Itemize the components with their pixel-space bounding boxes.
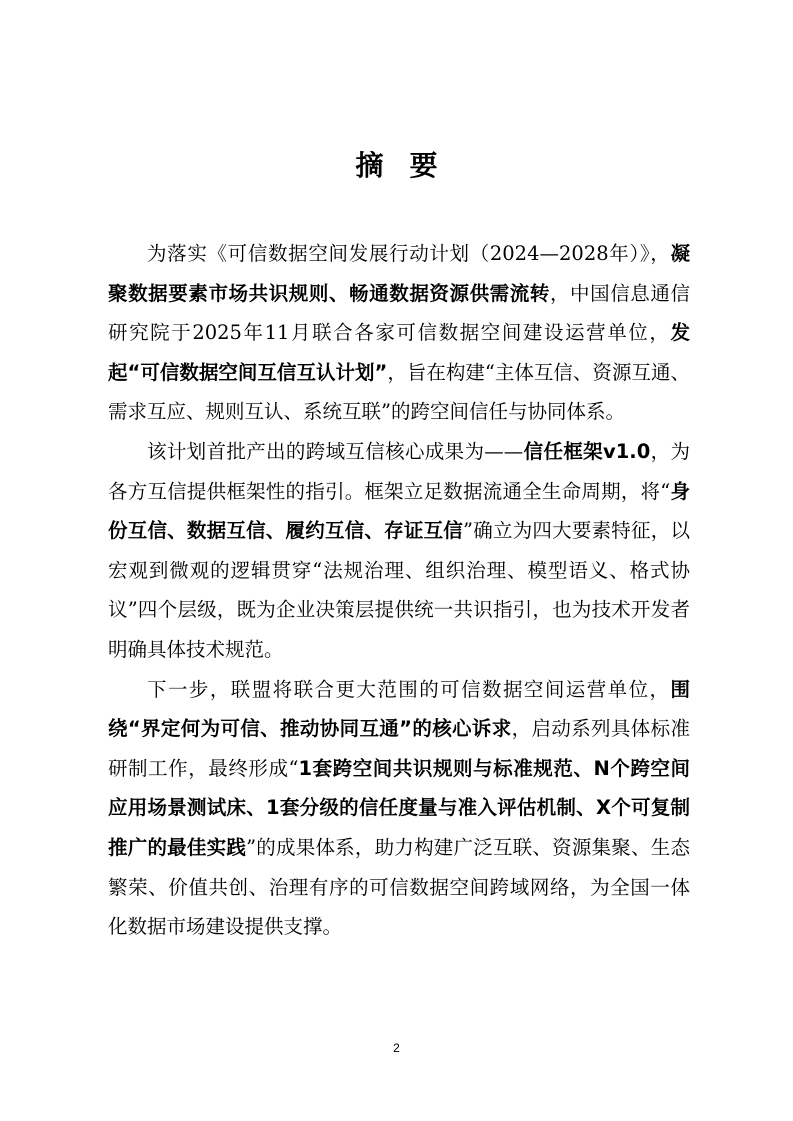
paragraph-1-run-5: ，旨在构建“主体互信、资源互通、需求互应、规则互认、系统互联”的跨空间信任与协同体系。 bbox=[108, 360, 690, 424]
paragraph-2-run-4: 身份互信、数据互信、履约互信、存证互信 bbox=[108, 479, 690, 543]
page-number: 2 bbox=[393, 1041, 400, 1055]
paragraph-3 bbox=[108, 670, 690, 947]
paragraph-3-run-3: ，启动系列具体标准研制工作，最终形成“ bbox=[108, 717, 690, 780]
paragraph-1 bbox=[108, 234, 690, 432]
paragraph-1-run-1: 为落实《可信数据空间发展行动计划（2024—2028年）》， bbox=[147, 242, 671, 265]
paragraph-1-run-2: 凝聚数据要素市场共识规则、畅通数据资源供需流转 bbox=[108, 242, 690, 305]
paragraph-1-run-4: 发起“可信数据空间互信互认计划” bbox=[108, 321, 690, 384]
paragraph-1-run-3: ，中国信息通信研究院于2025年11月联合各家可信数据空间建设运营单位， bbox=[108, 281, 690, 345]
abstract-body bbox=[108, 234, 690, 947]
paragraph-2-run-3: ，为各方互信提供框架性的指引。框架立足数据流通全生命周期，将“ bbox=[108, 439, 690, 503]
paragraph-2-run-5: ”确立为四大要素特征，以宏观到微观的逻辑贯穿“法规治理、组织治理、模型语义、格式协议”四个层级，既为企业决策层提供统一共识指引，也为技术开发者明确具体技术规范。 bbox=[108, 519, 690, 661]
paragraph-3-run-4: 1套跨空间共识规则与标准规范、N个跨空间应用场景测试床、1套分级的信任度量与准入评估机制、X个可复制推广的最佳实践 bbox=[108, 756, 690, 859]
paragraph-2-run-2: 信任框架v1.0 bbox=[523, 439, 651, 463]
paragraph-2-run-1: 该计划首批产出的跨域互信核心成果为—— bbox=[147, 439, 524, 463]
page-title: 摘要 bbox=[355, 149, 464, 182]
paragraph-3-run-1: 下一步，联盟将联合更大范围的可信数据空间运营单位， bbox=[147, 677, 671, 701]
paragraph-3-run-5: ”的成果体系，助力构建广泛互联、资源集聚、生态繁荣、价值共创、治理有序的可信数据空间跨域网络，为全国一体化数据市场建设提供支撑。 bbox=[108, 835, 690, 939]
paragraph-3-run-2: 围绕“界定何为可信、推动协同互通”的核心诉求 bbox=[108, 677, 690, 741]
paragraph-2 bbox=[108, 432, 690, 670]
